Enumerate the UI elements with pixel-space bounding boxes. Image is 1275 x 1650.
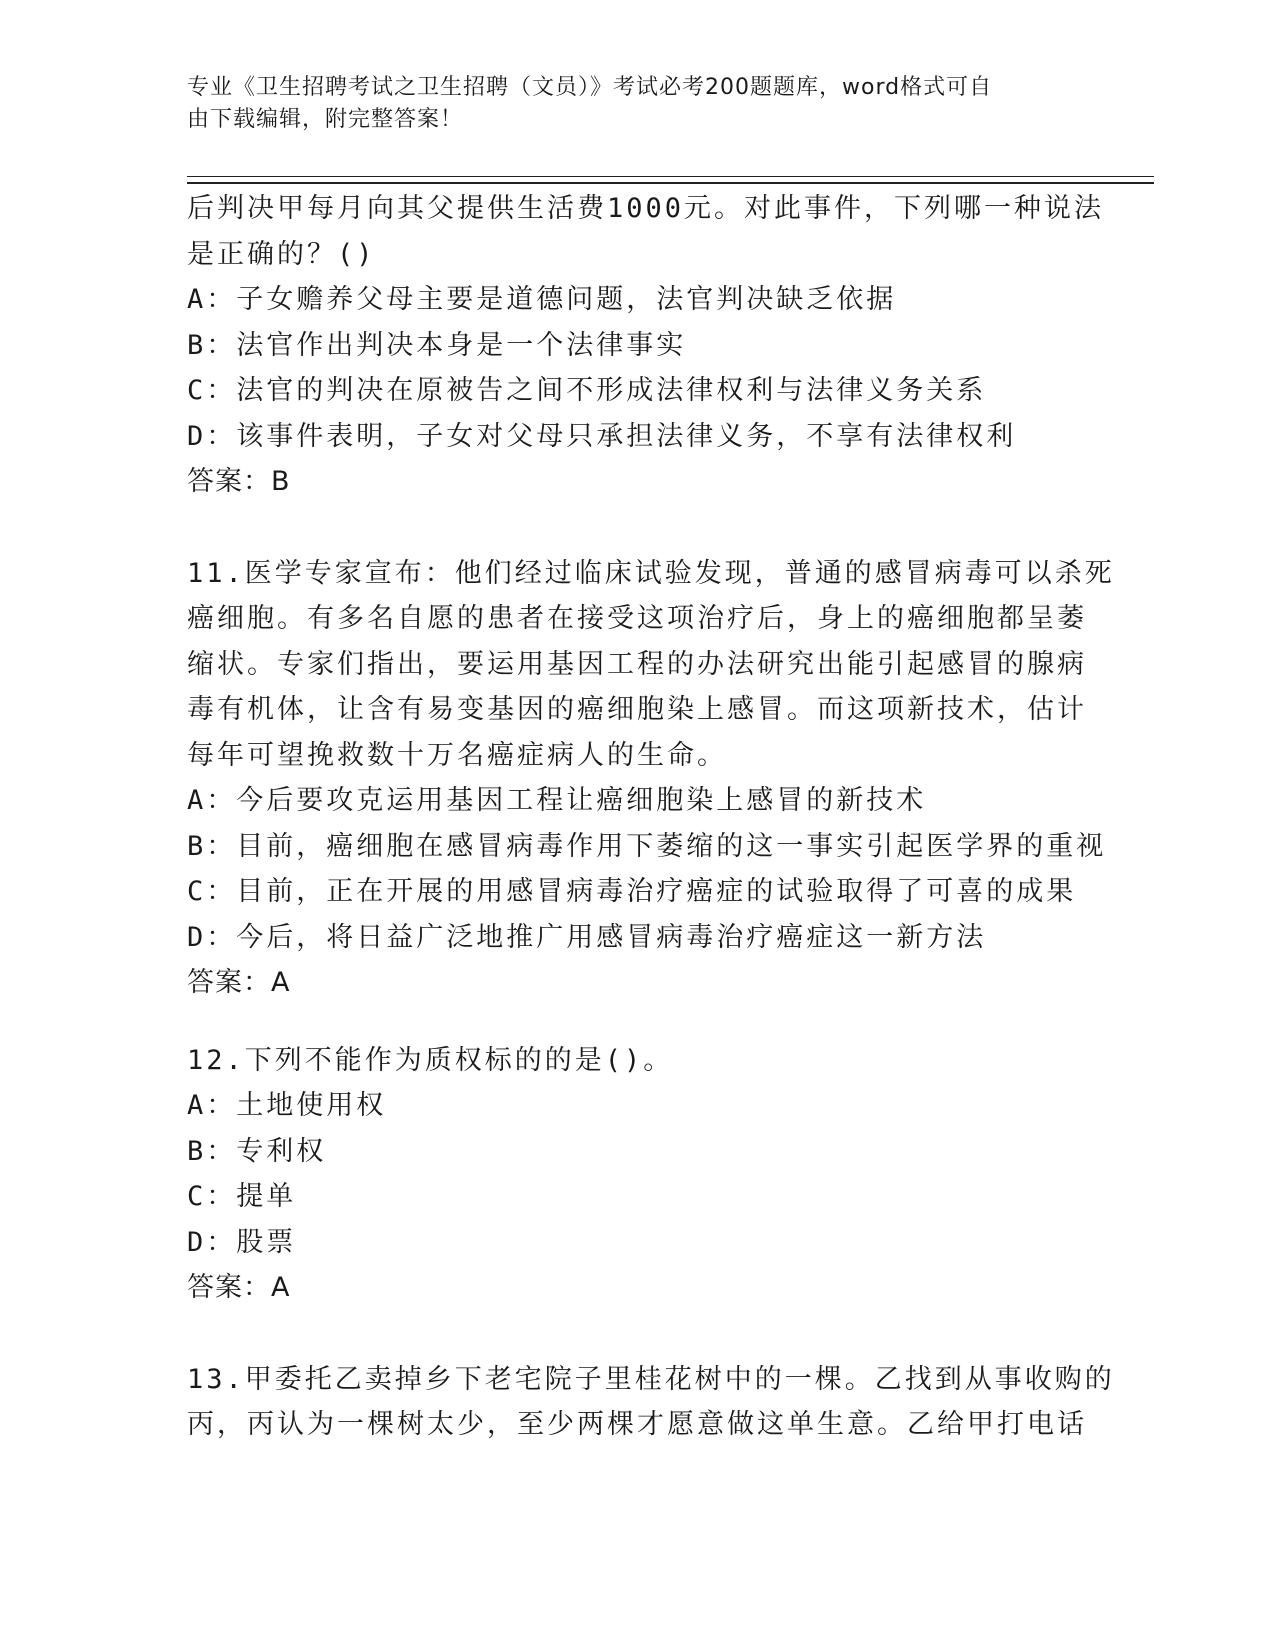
option-b: B：目前，癌细胞在感冒病毒作用下萎缩的这一事实引起医学界的重视 — [187, 830, 1107, 862]
option-d: D：今后，将日益广泛地推广用感冒病毒治疗癌症这一新方法 — [187, 921, 987, 953]
answer: 答案：B — [187, 466, 291, 497]
answer: 答案：A — [187, 967, 291, 998]
question-content — [187, 186, 1115, 1448]
option-c: C：法官的判决在原被告之间不形成法律权利与法律义务关系 — [187, 375, 987, 406]
question-stem: 缩状。专家们指出，要运用基因工程的办法研究出能引起感冒的腺病 — [187, 648, 1087, 680]
question-stem: 12.下列不能作为质权标的的是()。 — [187, 1044, 674, 1076]
answer: 答案：A — [187, 1272, 291, 1303]
question-stem: 癌细胞。有多名自愿的患者在接受这项治疗后，身上的癌细胞都呈萎 — [187, 603, 1087, 634]
question-12 — [187, 1038, 1087, 1311]
question-stem: 后判决甲每月向其父提供生活费1000元。对此事件，下列哪一种说法 — [187, 193, 1105, 224]
question-stem: 每年可望挽救数十万名癌症病人的生命。 — [187, 739, 727, 771]
question-stem: 13.甲委托乙卖掉乡下老宅院子里桂花树中的一棵。乙找到从事收购的 — [187, 1363, 1115, 1395]
header-line-2: 由下载编辑，附完整答案！ — [187, 107, 464, 132]
page-header — [187, 72, 1067, 136]
header-rule-thick — [187, 182, 1154, 184]
question-stem: 丙，丙认为一棵树太少，至少两棵才愿意做这单生意。乙给甲打电话 — [187, 1409, 1087, 1440]
question-11 — [187, 551, 1115, 1006]
option-a: A：今后要攻克运用基因工程让癌细胞染上感冒的新技术 — [187, 785, 927, 816]
question-stem: 毒有机体，让含有易变基因的癌细胞染上感冒。而这项新技术，估计 — [187, 694, 1087, 725]
option-c: C：提单 — [187, 1181, 297, 1212]
question-10 — [187, 186, 1105, 505]
option-d: D：股票 — [187, 1226, 297, 1258]
option-b: B：专利权 — [187, 1135, 327, 1167]
question-stem: 11.医学专家宣布：他们经过临床试验发现，普通的感冒病毒可以杀死 — [187, 557, 1115, 589]
question-13 — [187, 1357, 1115, 1448]
header-line-1: 专业《卫生招聘考试之卫生招聘（文员）》考试必考200题题库，word格式可自 — [187, 75, 993, 100]
option-c: C：目前，正在开展的用感冒病毒治疗癌症的试验取得了可喜的成果 — [187, 876, 1077, 907]
option-d: D：该事件表明，子女对父母只承担法律义务，不享有法律权利 — [187, 420, 1017, 452]
option-b: B：法官作出判决本身是一个法律事实 — [187, 329, 687, 361]
option-a: A：土地使用权 — [187, 1090, 387, 1121]
option-a: A：子女赡养父母主要是道德问题，法官判决缺乏依据 — [187, 284, 897, 315]
header-rule-thin — [187, 176, 1154, 177]
question-stem: 是正确的？() — [187, 238, 376, 270]
